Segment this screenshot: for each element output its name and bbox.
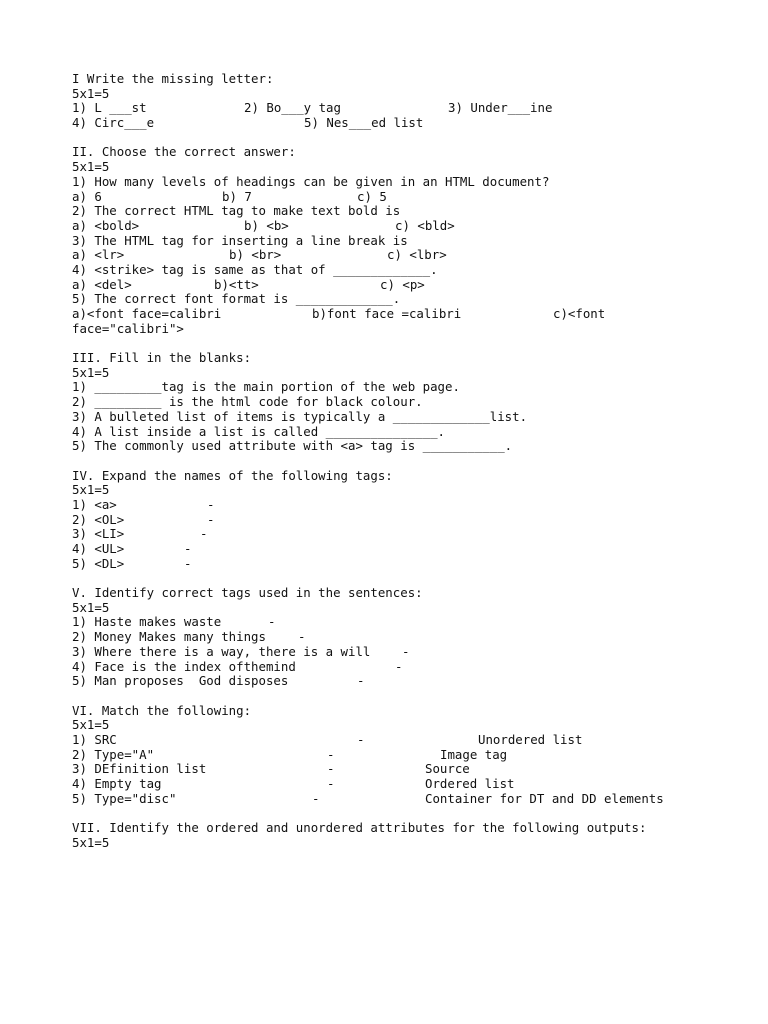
section-7-heading: VII. Identify the ordered and unordered attributes for the following outputs: <box>72 820 647 836</box>
s5-dash-1: - <box>268 614 276 630</box>
s6-row-2 <box>72 748 732 763</box>
s6-left-3: 3) DEfinition list <box>72 761 207 777</box>
s2-options-5-continuation: face="calibri"> <box>72 320 184 336</box>
s4-row-5 <box>72 557 732 572</box>
s5-row-2 <box>72 630 732 645</box>
s2-q2-option-b: b) <b> <box>244 217 289 233</box>
s6-right-2: Image tag <box>440 746 508 762</box>
s4-row-3 <box>72 527 732 542</box>
s4-dash-4: - <box>184 541 192 556</box>
s4-tag-2: 2) <OL> <box>72 511 125 527</box>
section-2-marks: 5x1=5 <box>72 159 110 175</box>
s5-dash-2: - <box>298 629 306 645</box>
s5-sentence-4: 4) Face is the index ofthemind <box>72 658 296 674</box>
s3-item-4: 4) A list inside a list is called _______________. <box>72 423 445 439</box>
s6-dash-5: - <box>312 790 320 806</box>
s4-tag-3: 3) <LI> <box>72 526 125 542</box>
s6-right-4: Ordered list <box>425 776 515 791</box>
s6-right-3: Source <box>425 761 470 777</box>
s6-dash-1: - <box>357 731 365 747</box>
s2-question-2: 2) The correct HTML tag to make text bold is <box>72 203 401 219</box>
s5-row-5 <box>72 674 732 689</box>
s5-sentence-3: 3) Where there is a way, there is a will <box>72 643 371 659</box>
section-1-marks: 5x1=5 <box>72 85 110 101</box>
s4-dash-5: - <box>184 555 192 571</box>
s4-tag-5: 5) <DL> <box>72 555 125 571</box>
s2-q5-option-c: c)<font <box>553 306 606 321</box>
section-5-heading: V. Identify correct tags used in the sentences: <box>72 585 423 601</box>
s2-q1-option-a: a) 6 <box>72 188 102 204</box>
s6-left-5: 5) Type="disc" <box>72 790 177 806</box>
s2-options-3 <box>72 248 732 263</box>
s2-q4-option-b: b)<tt> <box>214 276 259 292</box>
s6-right-5: Container for DT and DD elements <box>425 790 664 806</box>
s6-left-4: 4) Empty tag <box>72 776 162 791</box>
s6-row-1 <box>72 733 732 748</box>
s2-options-4 <box>72 278 732 293</box>
s1-item-3: 3) Under___ine <box>448 100 553 116</box>
s4-row-2 <box>72 513 732 528</box>
s6-left-2: 2) Type="A" <box>72 746 155 762</box>
s3-item-2: 2) _________ is the html code for black colour. <box>72 394 423 410</box>
s6-dash-4: - <box>327 776 335 791</box>
s5-dash-4: - <box>395 658 403 674</box>
section-2-heading: II. Choose the correct answer: <box>72 144 296 160</box>
section-4-heading: IV. Expand the names of the following tags: <box>72 467 393 483</box>
s2-options-1 <box>72 190 732 205</box>
s5-row-3 <box>72 645 732 660</box>
s1-item-2: 2) Bo___y tag <box>244 100 341 116</box>
worksheet <box>72 72 732 850</box>
s6-right-1: Unordered list <box>478 731 583 747</box>
section-3-marks: 5x1=5 <box>72 364 110 380</box>
s5-dash-3: - <box>402 643 410 659</box>
s2-q5-option-b: b)font face =calibri <box>312 306 462 321</box>
s2-q2-option-a: a) <bold> <box>72 217 140 233</box>
s3-item-5: 5) The commonly used attribute with <a> tag is ___________. <box>72 438 513 454</box>
s5-dash-5: - <box>357 673 365 689</box>
s2-options-5 <box>72 307 732 322</box>
section-1-row-2 <box>72 116 732 131</box>
s4-row-4 <box>72 542 732 557</box>
s5-sentence-5: 5) Man proposes God disposes <box>72 673 289 689</box>
s2-q3-option-c: c) <lbr> <box>387 247 447 263</box>
s2-q2-option-c: c) <bld> <box>395 217 455 233</box>
section-4-marks: 5x1=5 <box>72 482 110 498</box>
section-6-marks: 5x1=5 <box>72 717 110 733</box>
s3-item-1: 1) _________tag is the main portion of the web page. <box>72 379 460 395</box>
section-3-heading: III. Fill in the blanks: <box>72 350 252 366</box>
s4-dash-3: - <box>200 526 208 542</box>
s4-tag-1: 1) <a> <box>72 496 117 512</box>
s2-q4-option-a: a) <del> <box>72 276 132 292</box>
s6-row-3 <box>72 762 732 777</box>
s4-dash-2: - <box>207 511 215 527</box>
s2-q4-option-c: c) <p> <box>380 276 425 292</box>
s2-q1-option-c: c) 5 <box>357 188 387 204</box>
section-5-marks: 5x1=5 <box>72 599 110 615</box>
s1-item-4: 4) Circ___e <box>72 115 155 131</box>
s4-tag-4: 4) <UL> <box>72 541 125 556</box>
section-1-row-1 <box>72 101 732 116</box>
s6-row-4 <box>72 777 732 792</box>
s2-question-1: 1) How many levels of headings can be given in an HTML document? <box>72 173 550 189</box>
section-7-marks: 5x1=5 <box>72 834 110 850</box>
s6-left-1: 1) SRC <box>72 731 117 747</box>
s2-options-2 <box>72 219 732 234</box>
s5-row-4 <box>72 660 732 675</box>
s2-question-5: 5) The correct font format is _____________. <box>72 291 401 307</box>
s4-dash-1: - <box>207 496 215 512</box>
s5-sentence-1: 1) Haste makes waste <box>72 614 222 630</box>
s2-q5-option-a: a)<font face=calibri <box>72 306 222 321</box>
s6-dash-2: - <box>327 746 335 762</box>
section-6-heading: VI. Match the following: <box>72 702 252 718</box>
section-1-heading: I Write the missing letter: <box>72 71 274 86</box>
s3-item-3: 3) A bulleted list of items is typically a _____________list. <box>72 408 528 424</box>
s2-question-4: 4) <strike> tag is same as that of _____________. <box>72 261 438 277</box>
s2-question-3: 3) The HTML tag for inserting a line break is <box>72 232 408 248</box>
s4-row-1 <box>72 498 732 513</box>
s6-row-5 <box>72 792 732 807</box>
s5-sentence-2: 2) Money Makes many things <box>72 629 266 645</box>
s2-q3-option-a: a) <lr> <box>72 247 125 263</box>
s2-q3-option-b: b) <br> <box>229 247 282 263</box>
s1-item-1: 1) L ___st <box>72 100 147 116</box>
s1-item-5: 5) Nes___ed list <box>304 115 424 131</box>
s5-row-1 <box>72 615 732 630</box>
s6-dash-3: - <box>327 761 335 777</box>
s2-q1-option-b: b) 7 <box>222 188 252 204</box>
